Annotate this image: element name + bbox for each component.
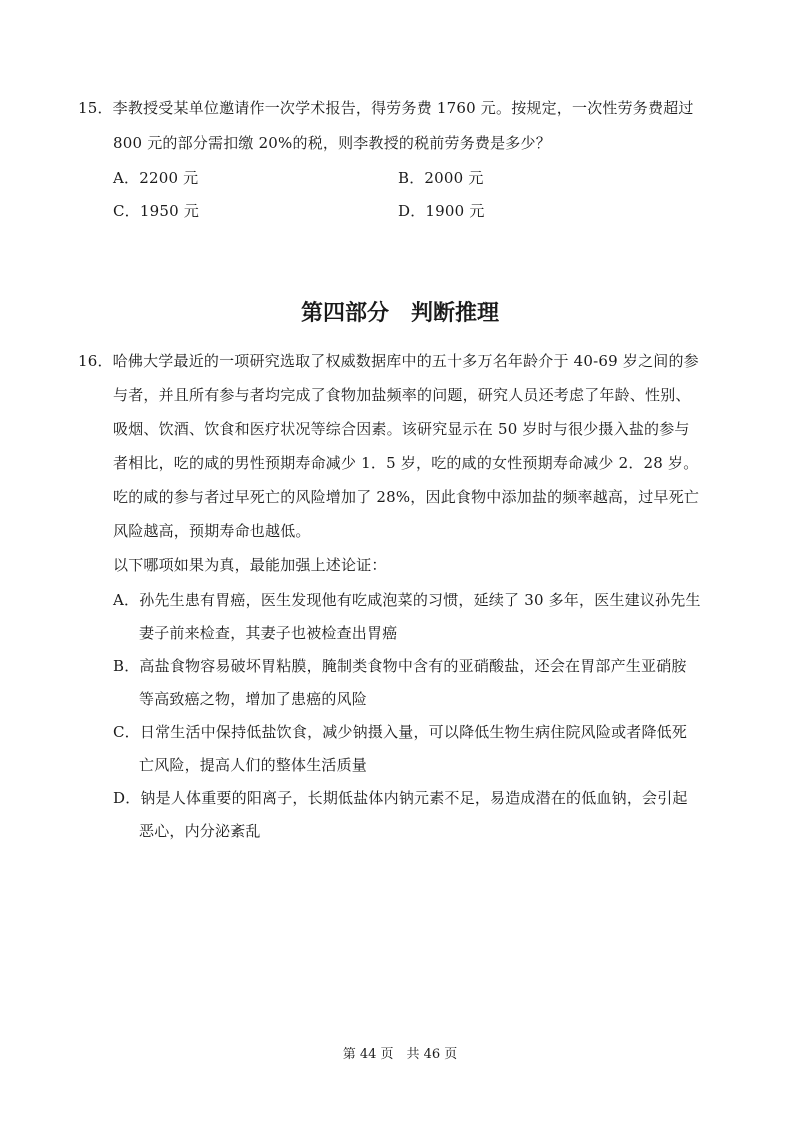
question-15-option-c: C．1950 元 xyxy=(113,202,200,220)
question-16-stem-line-1: 16．哈佛大学最近的一项研究选取了权威数据库中的五十多万名年龄介于 40-69 岁之间的参 xyxy=(78,352,699,370)
page-footer: 第 44 页 共 46 页 xyxy=(342,1047,458,1062)
section-title: 第四部分 判断推理 xyxy=(300,301,499,326)
question-16-option-c-line-1: C．日常生活中保持低盐饮食，减少钠摄入量，可以降低生物生病住院风险或者降低死 xyxy=(113,723,688,741)
question-16-option-b-line-1: B．高盐食物容易破坏胃粘膜，腌制类食物中含有的亚硝酸盐，还会在胃部产生亚硝胺 xyxy=(113,657,687,675)
question-16-option-a-line-2: 妻子前来检查，其妻子也被检查出胃癌 xyxy=(139,624,398,642)
question-16-option-d-line-2: 恶心，内分泌紊乱 xyxy=(139,822,261,840)
question-16-option-c-line-2: 亡风险，提高人们的整体生活质量 xyxy=(139,756,368,774)
question-16-option-a-line-1: A．孙先生患有胃癌，医生发现他有吃咸泡菜的习惯，延续了 30 多年，医生建议孙先生 xyxy=(113,591,701,609)
question-16-option-d-line-1: D．钠是人体重要的阳离子，长期低盐体内钠元素不足，易造成潜在的低血钠，会引起 xyxy=(113,789,688,807)
question-16-stem-line-3: 吸烟、饮酒、饮食和医疗状况等综合因素。该研究显示在 50 岁时与很少摄入盐的参与 xyxy=(113,420,690,438)
question-16-stem-line-2: 与者，并且所有参与者均完成了食物加盐频率的问题，研究人员还考虑了年龄、性别、 xyxy=(113,386,691,404)
question-15-stem-line-2: 800 元的部分需扣缴 20%的税，则李教授的税前劳务费是多少？ xyxy=(113,134,551,152)
question-16-prompt: 以下哪项如果为真，最能加强上述论证： xyxy=(113,556,387,574)
question-16-stem-line-5: 吃的咸的参与者过早死亡的风险增加了 28%，因此食物中添加盐的频率越高，过早死亡 xyxy=(113,488,700,506)
question-15-option-d: D．1900 元 xyxy=(398,202,485,220)
question-15-stem-line-1: 15．李教授受某单位邀请作一次学术报告，得劳务费 1760 元。按规定，一次性劳务费超过 xyxy=(78,99,694,117)
question-15-option-b: B．2000 元 xyxy=(398,169,484,187)
question-16-option-b-line-2: 等高致癌之物，增加了患癌的风险 xyxy=(139,690,368,708)
question-16-stem-line-6: 风险越高，预期寿命也越低。 xyxy=(113,522,311,540)
question-16-stem-line-4: 者相比，吃的咸的男性预期寿命减少 1．5 岁，吃的咸的女性预期寿命减少 2．28 岁。 xyxy=(113,454,699,472)
question-15-option-a: A．2200 元 xyxy=(113,169,199,187)
